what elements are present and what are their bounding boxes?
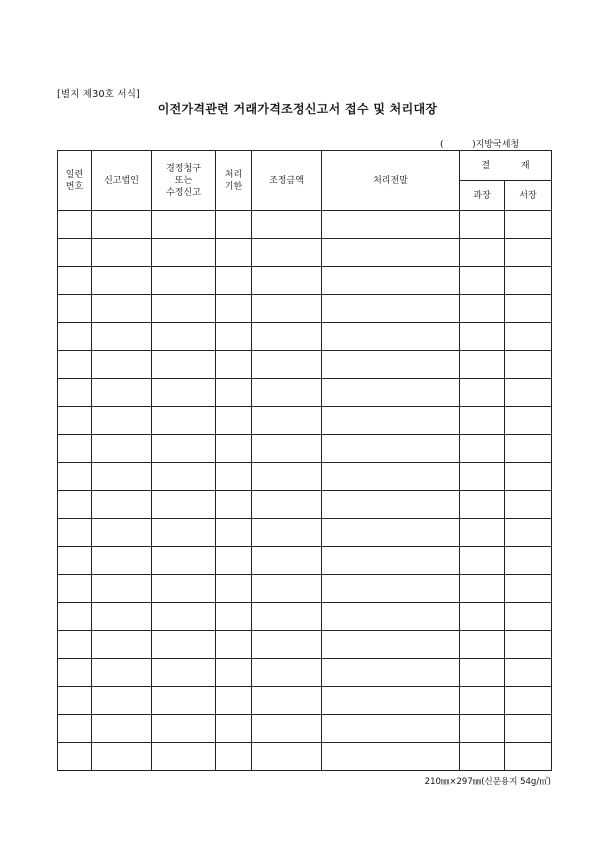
- cell-deadline[interactable]: [216, 351, 252, 379]
- cell-deadline[interactable]: [216, 575, 252, 603]
- cell-approval-director[interactable]: [505, 239, 552, 267]
- cell-processing[interactable]: [322, 211, 460, 239]
- table-row: [58, 631, 552, 659]
- cell-adjusted-amount[interactable]: [252, 435, 322, 463]
- form-label: [별지 제30호 서식]: [57, 89, 141, 100]
- cell-deadline[interactable]: [216, 687, 252, 715]
- cell-serial-no[interactable]: [58, 743, 92, 771]
- cell-reporting-corp[interactable]: [92, 687, 152, 715]
- cell-serial-no[interactable]: [58, 407, 92, 435]
- header-reporting-corp: 신고법인: [92, 151, 152, 211]
- cell-claim-type[interactable]: [152, 211, 216, 239]
- table-row: [58, 435, 552, 463]
- cell-reporting-corp[interactable]: [92, 575, 152, 603]
- cell-processing[interactable]: [322, 463, 460, 491]
- cell-serial-no[interactable]: [58, 211, 92, 239]
- header-serial-no: 일련 번호: [58, 151, 92, 211]
- table-row: [58, 491, 552, 519]
- cell-reporting-corp[interactable]: [92, 603, 152, 631]
- cell-deadline[interactable]: [216, 519, 252, 547]
- cell-processing[interactable]: [322, 407, 460, 435]
- table-row: [58, 295, 552, 323]
- cell-deadline[interactable]: [216, 659, 252, 687]
- cell-processing[interactable]: [322, 519, 460, 547]
- table-row: [58, 407, 552, 435]
- cell-approval-section-chief[interactable]: [460, 491, 505, 519]
- cell-reporting-corp[interactable]: [92, 631, 152, 659]
- paper-spec-footer: 210㎜×297㎜(신문용지 54g/㎡): [424, 777, 551, 787]
- cell-approval-director[interactable]: [505, 659, 552, 687]
- cell-reporting-corp[interactable]: [92, 267, 152, 295]
- cell-approval-director[interactable]: [505, 267, 552, 295]
- cell-claim-type[interactable]: [152, 323, 216, 351]
- cell-deadline[interactable]: [216, 407, 252, 435]
- cell-approval-section-chief[interactable]: [460, 463, 505, 491]
- cell-approval-director[interactable]: [505, 351, 552, 379]
- table-row: [58, 463, 552, 491]
- document-title: 이전가격관련 거래가격조정신고서 접수 및 처리대장: [157, 102, 438, 116]
- cell-reporting-corp[interactable]: [92, 491, 152, 519]
- cell-processing[interactable]: [322, 687, 460, 715]
- cell-serial-no[interactable]: [58, 519, 92, 547]
- cell-approval-section-chief[interactable]: [460, 323, 505, 351]
- cell-reporting-corp[interactable]: [92, 351, 152, 379]
- cell-deadline[interactable]: [216, 463, 252, 491]
- cell-processing[interactable]: [322, 351, 460, 379]
- cell-approval-section-chief[interactable]: [460, 547, 505, 575]
- cell-approval-section-chief[interactable]: [460, 351, 505, 379]
- table-row: [58, 603, 552, 631]
- header-processing: 처리전말: [322, 151, 460, 211]
- cell-serial-no[interactable]: [58, 379, 92, 407]
- cell-reporting-corp[interactable]: [92, 659, 152, 687]
- cell-serial-no[interactable]: [58, 575, 92, 603]
- cell-reporting-corp[interactable]: [92, 239, 152, 267]
- cell-adjusted-amount[interactable]: [252, 323, 322, 351]
- cell-claim-type[interactable]: [152, 407, 216, 435]
- cell-adjusted-amount[interactable]: [252, 379, 322, 407]
- cell-deadline[interactable]: [216, 323, 252, 351]
- cell-approval-section-chief[interactable]: [460, 407, 505, 435]
- table-row: [58, 659, 552, 687]
- cell-serial-no[interactable]: [58, 715, 92, 743]
- cell-processing[interactable]: [322, 491, 460, 519]
- cell-approval-director[interactable]: [505, 463, 552, 491]
- cell-adjusted-amount[interactable]: [252, 407, 322, 435]
- cell-adjusted-amount[interactable]: [252, 351, 322, 379]
- cell-deadline[interactable]: [216, 491, 252, 519]
- cell-serial-no[interactable]: [58, 435, 92, 463]
- cell-processing[interactable]: [322, 715, 460, 743]
- cell-approval-section-chief[interactable]: [460, 575, 505, 603]
- header-claim-type: 경정청구 또는 수정신고: [152, 151, 216, 211]
- cell-approval-section-chief[interactable]: [460, 659, 505, 687]
- cell-serial-no[interactable]: [58, 463, 92, 491]
- cell-reporting-corp[interactable]: [92, 547, 152, 575]
- cell-reporting-corp[interactable]: [92, 519, 152, 547]
- table-row: [58, 547, 552, 575]
- cell-adjusted-amount[interactable]: [252, 267, 322, 295]
- cell-deadline[interactable]: [216, 547, 252, 575]
- cell-adjusted-amount[interactable]: [252, 603, 322, 631]
- cell-processing[interactable]: [322, 743, 460, 771]
- cell-reporting-corp[interactable]: [92, 295, 152, 323]
- cell-approval-section-chief[interactable]: [460, 715, 505, 743]
- cell-approval-director[interactable]: [505, 211, 552, 239]
- cell-processing[interactable]: [322, 435, 460, 463]
- cell-approval-director[interactable]: [505, 575, 552, 603]
- header-adjusted-amount: 조정금액: [252, 151, 322, 211]
- cell-deadline[interactable]: [216, 435, 252, 463]
- header-deadline: 처리 기한: [216, 151, 252, 211]
- cell-claim-type[interactable]: [152, 491, 216, 519]
- table-row: [58, 323, 552, 351]
- cell-claim-type[interactable]: [152, 603, 216, 631]
- cell-claim-type[interactable]: [152, 379, 216, 407]
- cell-reporting-corp[interactable]: [92, 463, 152, 491]
- cell-approval-section-chief[interactable]: [460, 295, 505, 323]
- cell-claim-type[interactable]: [152, 631, 216, 659]
- cell-serial-no[interactable]: [58, 687, 92, 715]
- cell-processing[interactable]: [322, 575, 460, 603]
- cell-approval-director[interactable]: [505, 631, 552, 659]
- cell-claim-type[interactable]: [152, 239, 216, 267]
- cell-approval-section-chief[interactable]: [460, 239, 505, 267]
- header-approval: 결 재: [460, 151, 552, 181]
- cell-adjusted-amount[interactable]: [252, 239, 322, 267]
- cell-serial-no[interactable]: [58, 491, 92, 519]
- cell-approval-director[interactable]: [505, 379, 552, 407]
- cell-adjusted-amount[interactable]: [252, 631, 322, 659]
- cell-reporting-corp[interactable]: [92, 435, 152, 463]
- cell-serial-no[interactable]: [58, 323, 92, 351]
- table-row: [58, 211, 552, 239]
- cell-adjusted-amount[interactable]: [252, 659, 322, 687]
- cell-deadline[interactable]: [216, 239, 252, 267]
- cell-claim-type[interactable]: [152, 351, 216, 379]
- cell-adjusted-amount[interactable]: [252, 743, 322, 771]
- cell-adjusted-amount[interactable]: [252, 463, 322, 491]
- cell-approval-section-chief[interactable]: [460, 743, 505, 771]
- cell-reporting-corp[interactable]: [92, 407, 152, 435]
- header-approval-director: 서장: [505, 181, 552, 211]
- cell-approval-director[interactable]: [505, 715, 552, 743]
- cell-processing[interactable]: [322, 295, 460, 323]
- cell-claim-type[interactable]: [152, 659, 216, 687]
- cell-claim-type[interactable]: [152, 435, 216, 463]
- cell-processing[interactable]: [322, 631, 460, 659]
- cell-approval-section-chief[interactable]: [460, 267, 505, 295]
- cell-approval-director[interactable]: [505, 519, 552, 547]
- cell-claim-type[interactable]: [152, 575, 216, 603]
- cell-adjusted-amount[interactable]: [252, 687, 322, 715]
- cell-deadline[interactable]: [216, 211, 252, 239]
- cell-serial-no[interactable]: [58, 547, 92, 575]
- cell-processing[interactable]: [322, 267, 460, 295]
- cell-approval-section-chief[interactable]: [460, 603, 505, 631]
- cell-approval-section-chief[interactable]: [460, 435, 505, 463]
- cell-approval-director[interactable]: [505, 603, 552, 631]
- cell-approval-director[interactable]: [505, 295, 552, 323]
- table-row: [58, 351, 552, 379]
- cell-deadline[interactable]: [216, 743, 252, 771]
- cell-deadline[interactable]: [216, 379, 252, 407]
- cell-claim-type[interactable]: [152, 715, 216, 743]
- cell-approval-section-chief[interactable]: [460, 379, 505, 407]
- ledger-body: [58, 211, 552, 771]
- cell-reporting-corp[interactable]: [92, 323, 152, 351]
- cell-claim-type[interactable]: [152, 743, 216, 771]
- table-row: [58, 743, 552, 771]
- cell-deadline[interactable]: [216, 715, 252, 743]
- cell-reporting-corp[interactable]: [92, 379, 152, 407]
- cell-serial-no[interactable]: [58, 603, 92, 631]
- cell-adjusted-amount[interactable]: [252, 547, 322, 575]
- cell-serial-no[interactable]: [58, 659, 92, 687]
- cell-serial-no[interactable]: [58, 239, 92, 267]
- regional-office-label: ( )지방국세청: [440, 140, 520, 150]
- cell-approval-section-chief[interactable]: [460, 519, 505, 547]
- cell-reporting-corp[interactable]: [92, 743, 152, 771]
- table-row: [58, 687, 552, 715]
- cell-deadline[interactable]: [216, 603, 252, 631]
- cell-claim-type[interactable]: [152, 519, 216, 547]
- cell-deadline[interactable]: [216, 631, 252, 659]
- cell-serial-no[interactable]: [58, 351, 92, 379]
- cell-approval-director[interactable]: [505, 435, 552, 463]
- cell-claim-type[interactable]: [152, 463, 216, 491]
- cell-deadline[interactable]: [216, 267, 252, 295]
- cell-processing[interactable]: [322, 379, 460, 407]
- cell-approval-director[interactable]: [505, 323, 552, 351]
- cell-approval-director[interactable]: [505, 743, 552, 771]
- cell-adjusted-amount[interactable]: [252, 715, 322, 743]
- cell-claim-type[interactable]: [152, 295, 216, 323]
- cell-processing[interactable]: [322, 323, 460, 351]
- cell-processing[interactable]: [322, 239, 460, 267]
- cell-adjusted-amount[interactable]: [252, 211, 322, 239]
- table-row: [58, 519, 552, 547]
- cell-claim-type[interactable]: [152, 547, 216, 575]
- cell-adjusted-amount[interactable]: [252, 575, 322, 603]
- table-row: [58, 575, 552, 603]
- cell-claim-type[interactable]: [152, 267, 216, 295]
- table-row: [58, 239, 552, 267]
- cell-approval-section-chief[interactable]: [460, 211, 505, 239]
- cell-adjusted-amount[interactable]: [252, 519, 322, 547]
- cell-approval-section-chief[interactable]: [460, 687, 505, 715]
- cell-processing[interactable]: [322, 603, 460, 631]
- cell-adjusted-amount[interactable]: [252, 491, 322, 519]
- cell-reporting-corp[interactable]: [92, 211, 152, 239]
- cell-reporting-corp[interactable]: [92, 715, 152, 743]
- table-row: [58, 379, 552, 407]
- cell-serial-no[interactable]: [58, 267, 92, 295]
- header-approval-section-chief: 과장: [460, 181, 505, 211]
- cell-claim-type[interactable]: [152, 687, 216, 715]
- cell-approval-director[interactable]: [505, 491, 552, 519]
- ledger-table: [57, 150, 552, 771]
- cell-approval-director[interactable]: [505, 687, 552, 715]
- cell-deadline[interactable]: [216, 295, 252, 323]
- cell-serial-no[interactable]: [58, 295, 92, 323]
- cell-serial-no[interactable]: [58, 631, 92, 659]
- cell-processing[interactable]: [322, 659, 460, 687]
- table-row: [58, 715, 552, 743]
- table-row: [58, 267, 552, 295]
- cell-approval-director[interactable]: [505, 547, 552, 575]
- cell-approval-director[interactable]: [505, 407, 552, 435]
- cell-adjusted-amount[interactable]: [252, 295, 322, 323]
- cell-approval-section-chief[interactable]: [460, 631, 505, 659]
- cell-processing[interactable]: [322, 547, 460, 575]
